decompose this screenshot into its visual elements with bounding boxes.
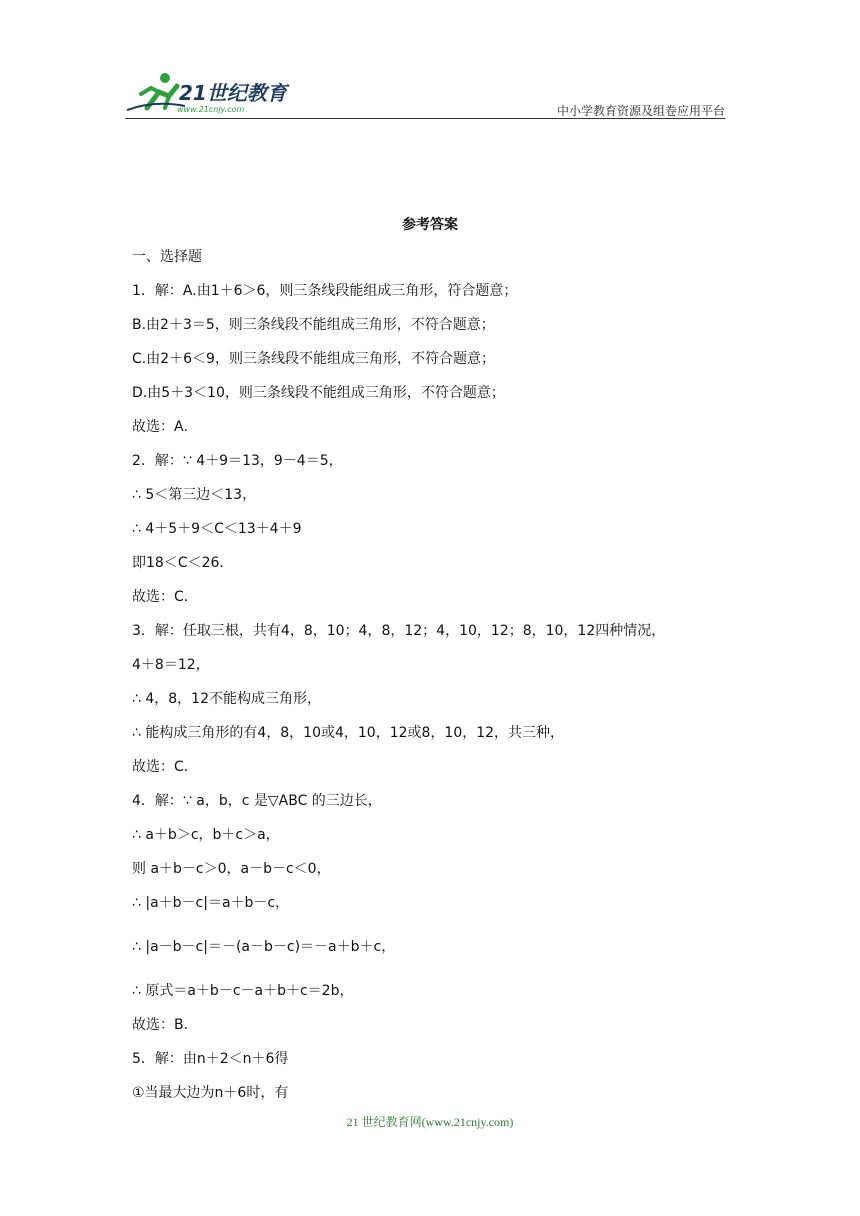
text-line: 一、选择题: [132, 249, 202, 265]
text-line: ①当最大边为n＋6时，有: [132, 1085, 289, 1101]
answer-content: [132, 246, 732, 1116]
page-title: 参考答案: [402, 217, 458, 233]
text-line: ∴ |a－b－c|＝－(a－b－c)＝－a＋b＋c，: [132, 939, 396, 955]
text-line: ∴ |a＋b－c|＝a＋b－c，: [132, 895, 290, 911]
text-line: ∴ 5＜第三边＜13，: [132, 487, 257, 503]
text-line: 则 a＋b－c＞0，a－b－c＜0，: [132, 861, 331, 877]
page-footer: 21 世纪教育网(www.21cnjy.com): [346, 1115, 514, 1129]
text-line: 1．解：A.由1＋6＞6，则三条线段能组成三角形，符合题意；: [132, 283, 518, 299]
text-line: ∴ 原式＝a＋b－c－a＋b＋c＝2b，: [132, 983, 354, 999]
text-line: 即18＜C＜26．: [132, 555, 234, 571]
text-line: B.由2＋3＝5，则三条线段不能组成三角形，不符合题意；: [132, 317, 495, 333]
text-line: ∴ 能构成三角形的有4，8，10或4，10，12或8，10，12，共三种，: [132, 725, 565, 741]
text-line: 故选：C．: [132, 759, 198, 775]
header-tagline: 中小学教育资源及组卷应用平台: [556, 104, 725, 118]
text-line: 4．解：∵ a，b，c 是▽ABC 的三边长，: [132, 793, 382, 809]
text-line: ∴ 4＋5＋9＜C＜13＋4＋9: [132, 521, 302, 537]
text-line: 故选：A．: [132, 419, 198, 435]
text-line: D.由5＋3＜10，则三条线段不能组成三角形，不符合题意；: [132, 385, 505, 401]
logo-text: 21世纪教育: [179, 81, 287, 105]
logo-url: www.21cnjy.com: [177, 105, 245, 114]
text-line: 2．解：∵ 4＋9＝13，9－4＝5，: [132, 453, 343, 469]
text-line: 故选：B．: [132, 1017, 198, 1033]
text-line: 故选：C．: [132, 589, 198, 605]
text-line: 3．解：任取三根，共有4，8，10；4，8，12；4，10，12；8，10，12四种情况，: [132, 623, 666, 639]
text-line: ∴ a＋b＞c，b＋c＞a，: [132, 827, 280, 843]
text-line: ∴ 4，8，12不能构成三角形，: [132, 691, 321, 707]
page-header: [125, 70, 725, 120]
text-line: 4＋8＝12，: [132, 657, 210, 673]
header-divider: [125, 118, 725, 119]
text-line: C.由2＋6＜9，则三条线段不能组成三角形，不符合题意；: [132, 351, 495, 367]
text-line: 5．解：由n＋2＜n＋6得: [132, 1051, 289, 1067]
logo-21cnjy: [125, 70, 295, 116]
